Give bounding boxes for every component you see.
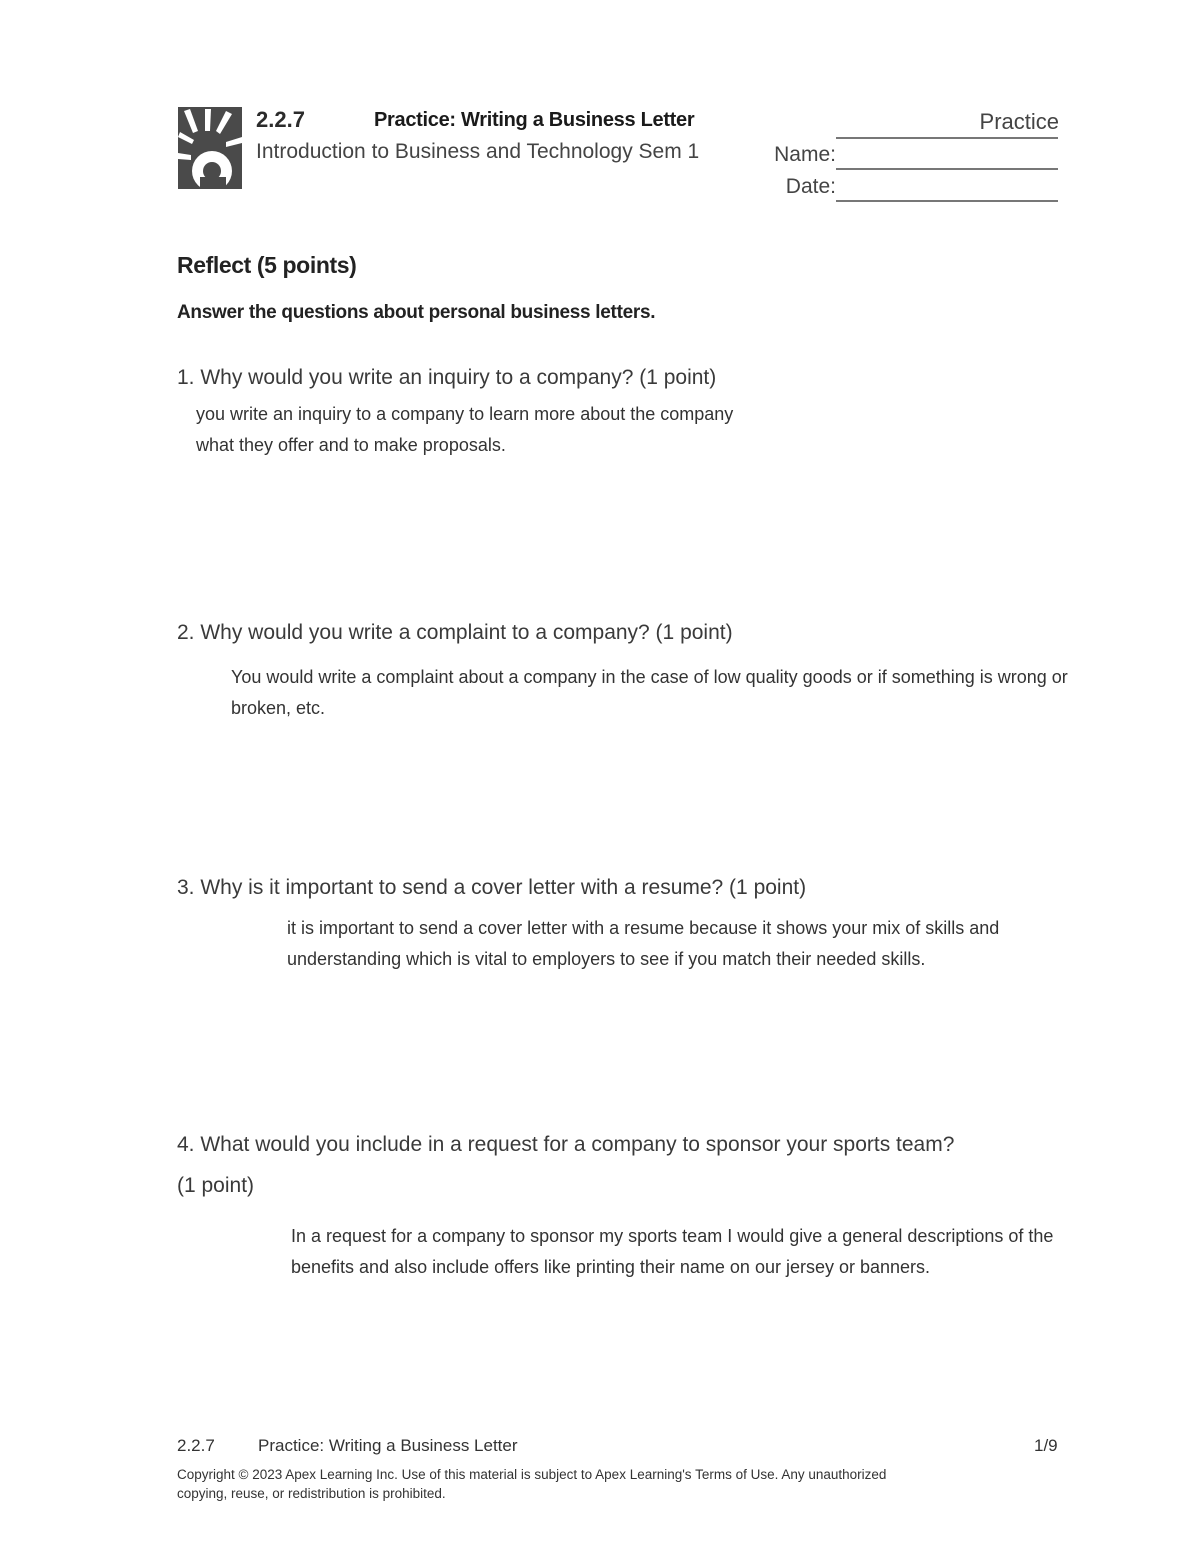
lesson-number: 2.2.7	[256, 107, 305, 132]
question-4-points: (1 point)	[177, 1174, 255, 1197]
answer-3[interactable]	[287, 913, 999, 975]
answer-4[interactable]	[291, 1221, 1053, 1283]
answer-line: broken, etc.	[231, 698, 326, 718]
lesson-title: Practice: Writing a Business Letter	[374, 109, 695, 131]
copyright-notice	[177, 1465, 1027, 1503]
section-heading: Reflect (5 points)	[177, 252, 357, 278]
date-label: Date:	[785, 175, 836, 198]
page-number: 1/9	[1034, 1436, 1058, 1455]
answer-line: benefits and also include offers like printing their name on our jersey or banners.	[291, 1257, 931, 1277]
answer-2[interactable]	[231, 662, 1068, 724]
name-field[interactable]	[836, 168, 1058, 170]
answer-line: what they offer and to make proposals.	[196, 435, 506, 455]
name-label: Name:	[774, 143, 836, 166]
answer-line: You would write a complaint about a company in the case of low quality goods or if something is wrong or	[231, 667, 1068, 687]
section-instructions: Answer the questions about personal business letters.	[177, 302, 656, 323]
question-1: 1. Why would you write an inquiry to a company? (1 point)	[177, 366, 717, 389]
answer-1[interactable]	[196, 399, 733, 461]
apex-sun-logo-icon	[178, 107, 242, 189]
date-field[interactable]	[836, 200, 1058, 202]
header-rule	[836, 137, 1058, 139]
copyright-line: copying, reuse, or redistribution is prohibited.	[177, 1486, 446, 1501]
answer-line: understanding which is vital to employers to see if you match their needed skills.	[287, 949, 926, 969]
question-4: 4. What would you include in a request for a company to sponsor your sports team?	[177, 1133, 955, 1156]
question-3: 3. Why is it important to send a cover letter with a resume? (1 point)	[177, 876, 807, 899]
footer-lesson-title: Practice: Writing a Business Letter	[258, 1436, 518, 1455]
copyright-line: Copyright © 2023 Apex Learning Inc. Use of this material is subject to Apex Learning's Terms of Use. Any unauthorized	[177, 1467, 887, 1482]
footer-lesson-number: 2.2.7	[177, 1436, 215, 1455]
answer-line: you write an inquiry to a company to learn more about the company	[196, 404, 734, 424]
answer-line: In a request for a company to sponsor my sports team I would give a general descriptions of the	[291, 1226, 1054, 1246]
activity-type: Practice	[979, 109, 1059, 134]
course-name: Introduction to Business and Technology Sem 1	[256, 140, 700, 163]
answer-line: it is important to send a cover letter with a resume because it shows your mix of skills and	[287, 918, 1000, 938]
question-2: 2. Why would you write a complaint to a company? (1 point)	[177, 621, 733, 644]
